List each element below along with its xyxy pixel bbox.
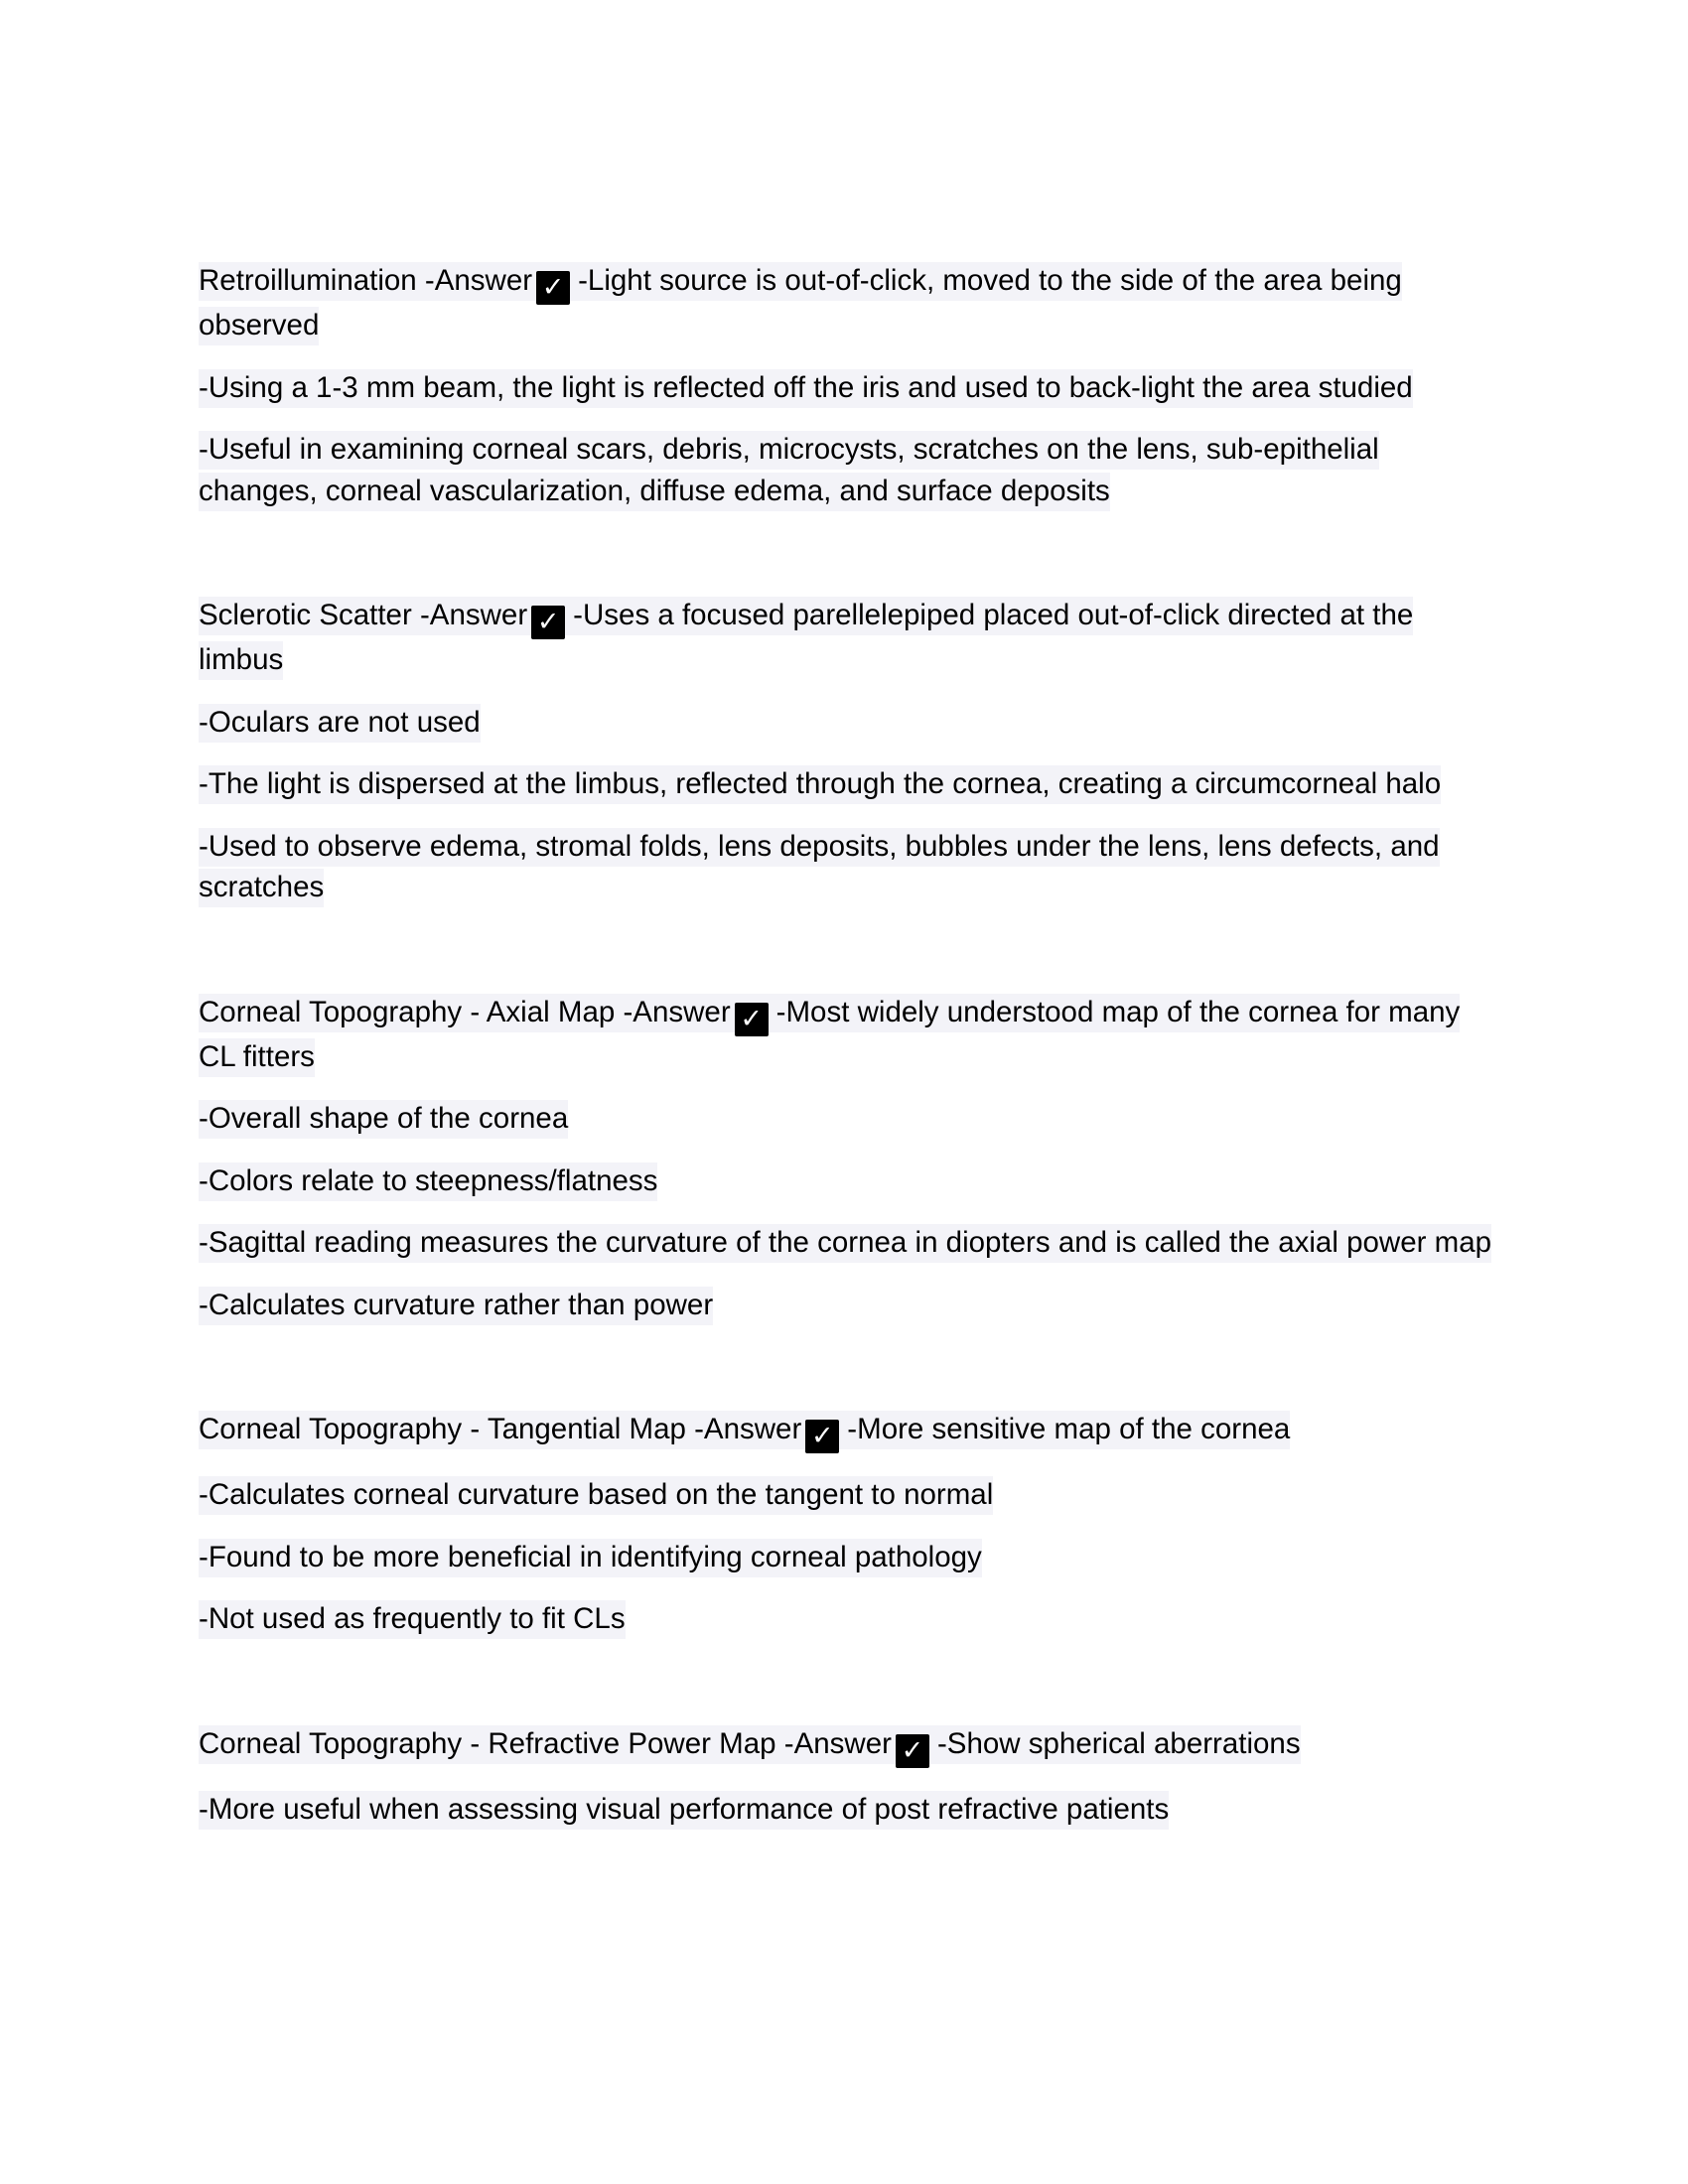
- detail-line: [199, 763, 1499, 805]
- question-line: [199, 595, 1499, 681]
- detail-line: [199, 826, 1499, 908]
- detail-text: -Using a 1-3 mm beam, the light is reflected off the iris and used to back-light the area studied: [199, 369, 1413, 408]
- document-page: [199, 260, 1499, 1913]
- detail-text: -Overall shape of the cornea: [199, 1100, 568, 1139]
- detail-line: [199, 702, 1499, 744]
- checkmark-box-icon: ✓: [735, 1003, 769, 1036]
- flashcard-axial-map: [199, 992, 1499, 1326]
- detail-line: [199, 1222, 1499, 1264]
- detail-text: -Calculates corneal curvature based on the tangent to normal: [199, 1476, 993, 1515]
- detail-line: [199, 1474, 1499, 1516]
- detail-text: -More useful when assessing visual performance of post refractive patients: [199, 1791, 1169, 1830]
- term-text: Sclerotic Scatter -Answer: [199, 599, 528, 631]
- checkmark-box-icon: ✓: [531, 606, 565, 639]
- question-line: [199, 1409, 1499, 1453]
- detail-line: [199, 367, 1499, 409]
- detail-line: [199, 1789, 1499, 1831]
- detail-line: [199, 1537, 1499, 1578]
- checkmark-box-icon: ✓: [805, 1420, 839, 1453]
- term-text: Corneal Topography - Axial Map -Answer: [199, 995, 731, 1028]
- flashcard-sclerotic-scatter: [199, 595, 1499, 908]
- checkmark-box-icon: ✓: [536, 271, 570, 305]
- answer-text: -Most widely understood map of the cornea for many CL fitters: [199, 995, 1461, 1073]
- question-line: [199, 992, 1499, 1078]
- answer-text: -Light source is out-of-click, moved to the side of the area being observed: [199, 264, 1402, 341]
- flashcard-tangential-map: [199, 1409, 1499, 1640]
- detail-text: -Used to observe edema, stromal folds, lens deposits, bubbles under the lens, lens defects, and scratches: [199, 828, 1440, 908]
- detail-line: [199, 1285, 1499, 1326]
- detail-line: [199, 1160, 1499, 1202]
- question-line: [199, 1723, 1499, 1768]
- answer-text: -Uses a focused parellelepiped placed out-of-click directed at the limbus: [199, 599, 1414, 676]
- flashcard-retroillumination: [199, 260, 1499, 511]
- term-text: Retroillumination -Answer: [199, 264, 533, 297]
- question-line: [199, 260, 1499, 346]
- detail-text: -Found to be more beneficial in identifying corneal pathology: [199, 1539, 982, 1577]
- term-text: Corneal Topography - Tangential Map -Answer: [199, 1413, 802, 1445]
- answer-text: -More sensitive map of the cornea: [847, 1413, 1291, 1445]
- answer-text: -Show spherical aberrations: [936, 1726, 1301, 1760]
- detail-text: -Not used as frequently to fit CLs: [199, 1600, 626, 1639]
- term-text: Corneal Topography - Refractive Power Map -Answer: [199, 1726, 892, 1760]
- detail-text: -Sagittal reading measures the curvature of the cornea in diopters and is called the axial power map: [199, 1224, 1491, 1263]
- detail-text: -Calculates curvature rather than power: [199, 1287, 713, 1325]
- detail-text: -The light is dispersed at the limbus, reflected through the cornea, creating a circumcorneal halo: [199, 765, 1441, 804]
- detail-text: -Oculars are not used: [199, 704, 481, 743]
- flashcard-refractive-power-map: [199, 1723, 1499, 1831]
- detail-line: [199, 1598, 1499, 1640]
- detail-text: -Colors relate to steepness/flatness: [199, 1162, 657, 1201]
- detail-line: [199, 1098, 1499, 1140]
- detail-text: -Useful in examining corneal scars, debris, microcysts, scratches on the lens, sub-epithelial changes, corneal vascularization, diffuse edema, and surface deposits: [199, 431, 1379, 511]
- checkmark-box-icon: ✓: [896, 1734, 929, 1768]
- detail-line: [199, 429, 1499, 511]
